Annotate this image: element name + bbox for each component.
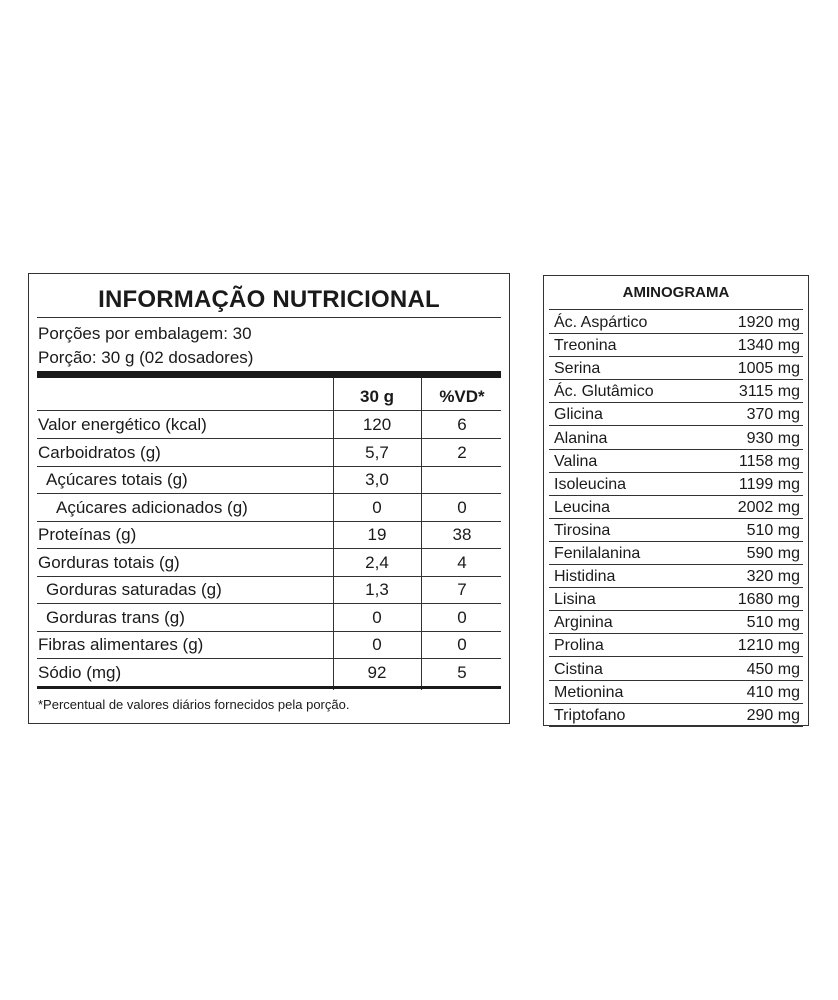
amino-acid-value: 510 mg	[746, 521, 800, 539]
aminogram-panel	[543, 275, 809, 726]
amino-acid-name: Glicina	[554, 406, 603, 424]
nutrient-amount: 5,7	[365, 442, 389, 462]
nutrition-row	[37, 659, 501, 687]
amino-acid-value: 450 mg	[746, 660, 800, 678]
nutrient-label: Açúcares totais (g)	[46, 470, 188, 489]
nutrition-row	[37, 411, 501, 439]
nutrition-row	[37, 549, 501, 577]
column-header-amount: 30 g	[359, 387, 395, 406]
amino-row	[549, 610, 803, 634]
amino-acid-name: Serina	[554, 360, 601, 378]
nutrient-dv: 38	[452, 525, 472, 544]
amino-acid-name: Ác. Glutâmico	[554, 383, 654, 401]
amino-acid-name: Cistina	[554, 660, 603, 678]
nutrition-row	[37, 494, 501, 522]
amino-acid-name: Treonina	[554, 337, 617, 355]
amino-acid-value: 930 mg	[746, 429, 800, 447]
amino-acid-value: 1340 mg	[737, 337, 800, 355]
amino-acid-value: 1005 mg	[737, 360, 800, 378]
amino-acid-value: 320 mg	[746, 568, 800, 586]
nutrient-amount: 0	[372, 607, 382, 627]
amino-acid-value: 3115 mg	[738, 383, 800, 401]
aminogram-title: AMINOGRAMA	[622, 284, 730, 301]
amino-acid-value: 290 mg	[746, 706, 800, 724]
nutrient-amount: 2,4	[365, 552, 389, 572]
amino-row	[549, 541, 803, 565]
amino-acid-name: Triptofano	[554, 706, 626, 724]
footnote: *Percentual de valores diários fornecidos pela porção.	[38, 697, 350, 712]
nutrient-dv: 5	[457, 662, 467, 682]
nutrient-amount: 3,0	[365, 470, 389, 489]
nutrient-label: Carboidratos (g)	[38, 442, 161, 462]
amino-acid-value: 590 mg	[746, 545, 800, 562]
nutrient-label: Sódio (mg)	[38, 662, 122, 682]
amino-row	[549, 495, 803, 519]
amino-acid-value: 510 mg	[746, 614, 800, 632]
nutrient-amount: 0	[372, 497, 382, 517]
amino-acid-name: Ác. Aspártico	[554, 314, 648, 331]
amino-acid-name: Tirosina	[554, 521, 611, 539]
nutrient-dv: 0	[457, 607, 467, 627]
nutrition-row	[37, 604, 501, 632]
nutrient-dv: 0	[457, 635, 467, 654]
divider	[37, 317, 501, 318]
nutrient-label: Valor energético (kcal)	[38, 415, 207, 434]
thick-divider	[37, 686, 501, 689]
nutrition-row	[37, 521, 501, 549]
nutrient-amount: 0	[372, 635, 382, 654]
nutrition-facts-panel	[28, 273, 510, 724]
nutrient-label: Gorduras trans (g)	[46, 607, 185, 627]
thick-divider	[37, 371, 501, 378]
nutrient-label: Gorduras saturadas (g)	[46, 580, 222, 599]
amino-acid-value: 1158 mg	[738, 452, 800, 470]
serving-size: Porção: 30 g (02 dosadores)	[38, 348, 254, 367]
nutrition-row	[37, 576, 501, 604]
nutrient-amount: 19	[367, 525, 387, 544]
amino-acid-name: Arginina	[554, 614, 613, 632]
nutrition-row	[37, 631, 501, 659]
nutrient-dv: 0	[457, 497, 467, 517]
amino-row	[549, 587, 803, 611]
amino-row	[549, 564, 803, 588]
amino-acid-name: Prolina	[554, 637, 604, 655]
amino-row	[549, 472, 803, 496]
column-header-dv: %VD*	[439, 387, 485, 406]
servings-per-package: Porções por embalagem: 30	[38, 324, 252, 343]
amino-acid-name: Metionina	[554, 683, 624, 701]
amino-acid-name: Valina	[554, 452, 598, 470]
amino-acid-name: Isoleucina	[554, 475, 627, 493]
nutrition-row	[37, 439, 501, 467]
amino-row	[549, 402, 803, 426]
amino-acid-value: 1920 mg	[737, 314, 800, 331]
nutrient-dv: 4	[457, 552, 467, 572]
amino-row	[549, 379, 803, 403]
amino-acid-value: 1210 mg	[737, 637, 800, 655]
amino-acid-value: 1199 mg	[738, 475, 800, 493]
nutrient-amount: 92	[367, 662, 387, 682]
amino-row	[549, 426, 803, 450]
amino-acid-name: Leucina	[554, 498, 611, 516]
amino-row	[549, 310, 803, 334]
amino-acid-value: 410 mg	[746, 683, 800, 701]
nutrient-dv: 7	[457, 580, 467, 599]
nutrient-amount: 1,3	[365, 580, 389, 599]
amino-acid-value: 2002 mg	[737, 498, 800, 516]
amino-row	[549, 703, 803, 727]
amino-row	[549, 356, 803, 380]
amino-row	[549, 333, 803, 357]
amino-row	[549, 449, 803, 473]
amino-acid-name: Fenilalanina	[554, 545, 641, 562]
amino-row	[549, 680, 803, 704]
amino-acid-name: Histidina	[554, 568, 616, 586]
nutrient-label: Fibras alimentares (g)	[38, 635, 204, 654]
nutrition-title: INFORMAÇÃO NUTRICIONAL	[98, 286, 440, 313]
amino-acid-value: 370 mg	[746, 406, 800, 424]
amino-acid-value: 1680 mg	[737, 591, 800, 609]
nutrient-amount: 120	[362, 415, 392, 434]
amino-row	[549, 657, 803, 681]
amino-row	[549, 633, 803, 657]
amino-acid-name: Alanina	[554, 429, 608, 447]
nutrient-label: Açúcares adicionados (g)	[56, 497, 248, 517]
nutrient-label: Gorduras totais (g)	[38, 552, 180, 572]
amino-acid-name: Lisina	[554, 591, 596, 609]
nutrient-dv: 6	[457, 415, 467, 434]
nutrition-row	[37, 466, 501, 494]
nutrient-label: Proteínas (g)	[38, 525, 137, 544]
amino-row	[549, 518, 803, 542]
nutrient-dv: 2	[457, 442, 467, 462]
